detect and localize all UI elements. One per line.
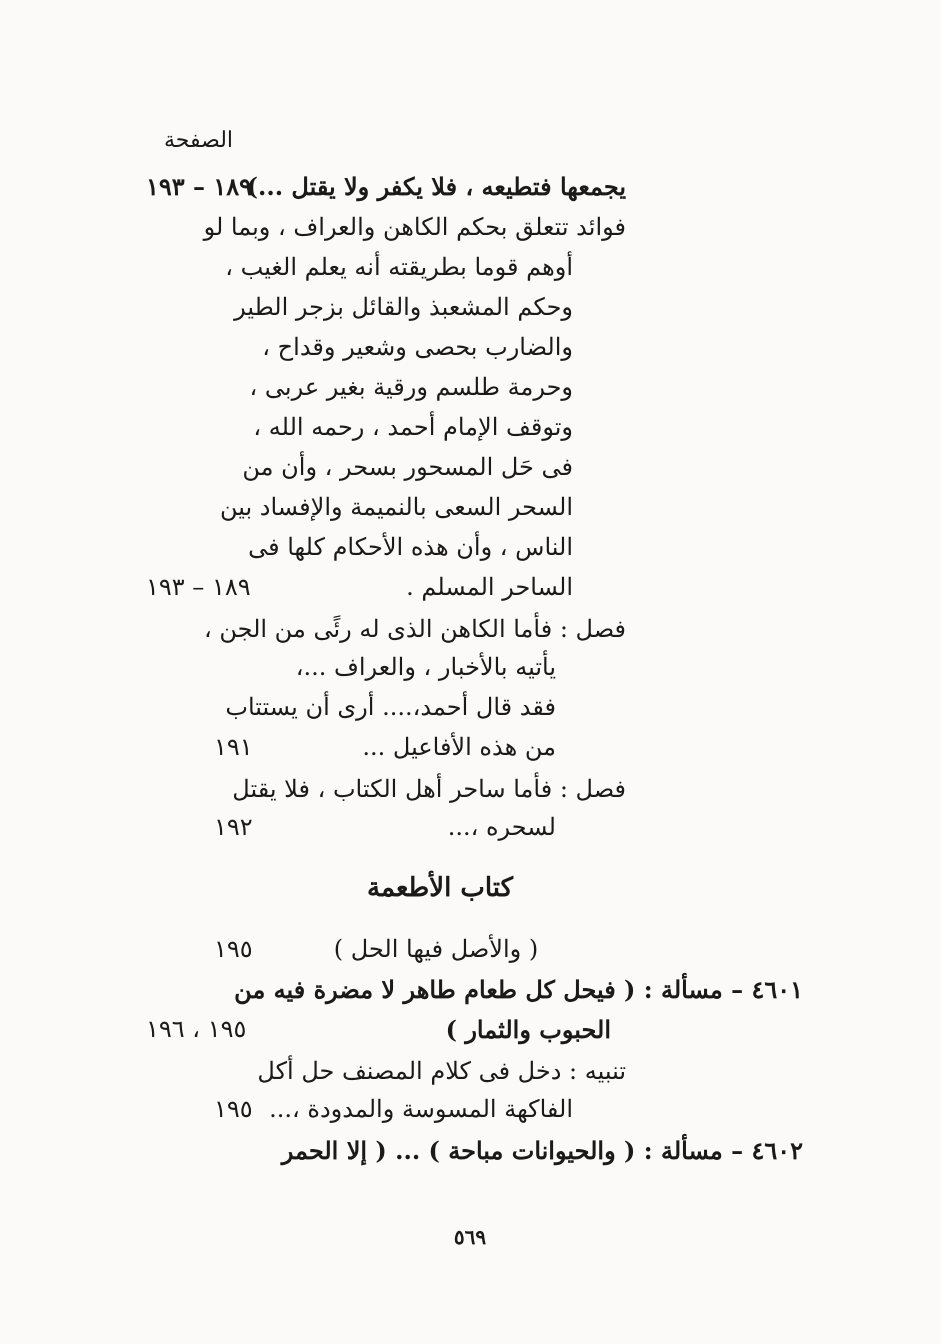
index-entry-text: وحرمة طلسم ورقية بغير عربى ، [249,373,573,401]
index-entry-page: ١٩٥ [214,1095,253,1123]
index-entry-text: الساحر المسلم . [406,573,573,601]
index-entry-page: ١٩١ [214,733,253,761]
index-entry-text: يأتيه بالأخبار ، والعراف ...، [295,653,556,681]
page-number: ٥٦٩ [453,1225,487,1249]
page-column-label: الصفحة [164,128,234,153]
index-entry-page: ١٩٥ [214,935,253,963]
index-entry-text: لسحره ،... [447,813,556,841]
index-entry-text: والضارب بحصى وشعير وقداح ، [262,333,573,361]
index-entry-text: تنبيه : دخل فى كلام المصنف حل أكل [257,1057,626,1085]
index-entry-text: ( والأصل فيها الحل ) [333,935,539,963]
index-entry-text: وحكم المشعبذ والقائل بزجر الطير [234,293,573,321]
index-entry-text: من هذه الأفاعيل ... [362,733,556,761]
index-entry-text: وتوقف الإمام أحمد ، رحمه الله ، [253,413,573,441]
section-title: كتاب الأطعمة [367,873,513,903]
index-entry-page: ١٨٩ – ١٩٣ [146,172,253,201]
index-entry-text: فصل : فأما الكاهن الذى له رئًى من الجن ، [203,615,626,643]
index-entry-text: الناس ، وأن هذه الأحكام كلها فى [248,533,573,561]
index-entry-text: الفاكهة المسوسة والمدودة ،... [269,1095,573,1123]
index-entry-text: فى حَل المسحور بسحر ، وأن من [242,453,573,481]
index-entry-text: فوائد تتعلق بحكم الكاهن والعراف ، وبما لو [203,213,626,241]
index-entry-page: ١٩٢ [214,813,253,841]
index-entry-page: ١٨٩ – ١٩٣ [146,573,251,601]
index-entry-text: الحبوب والثمار ) [445,1015,611,1044]
index-entry-page: ١٩٥ ، ١٩٦ [146,1015,247,1043]
index-entry-text: أوهم قوما بطريقته أنه يعلم الغيب ، [225,253,573,281]
index-entry-text: السحر السعى بالنميمة والإفساد بين [219,493,573,521]
index-entry-text: فقد قال أحمد،.... أرى أن يستتاب [225,693,556,721]
index-entry-text: ٤٦٠١ – مسألة : ( فيحل كل طعام طاهر لا مضرة فيه من [234,975,803,1004]
index-entry-text: يجمعها فتطيعه ، فلا يكفر ولا يقتل ...) [246,172,626,201]
index-entry-text: فصل : فأما ساحر أهل الكتاب ، فلا يقتل [232,775,626,803]
index-entry-text: ٤٦٠٢ – مسألة : ( والحيوانات مباحة ) ... ( إلا الحمر [281,1136,803,1165]
